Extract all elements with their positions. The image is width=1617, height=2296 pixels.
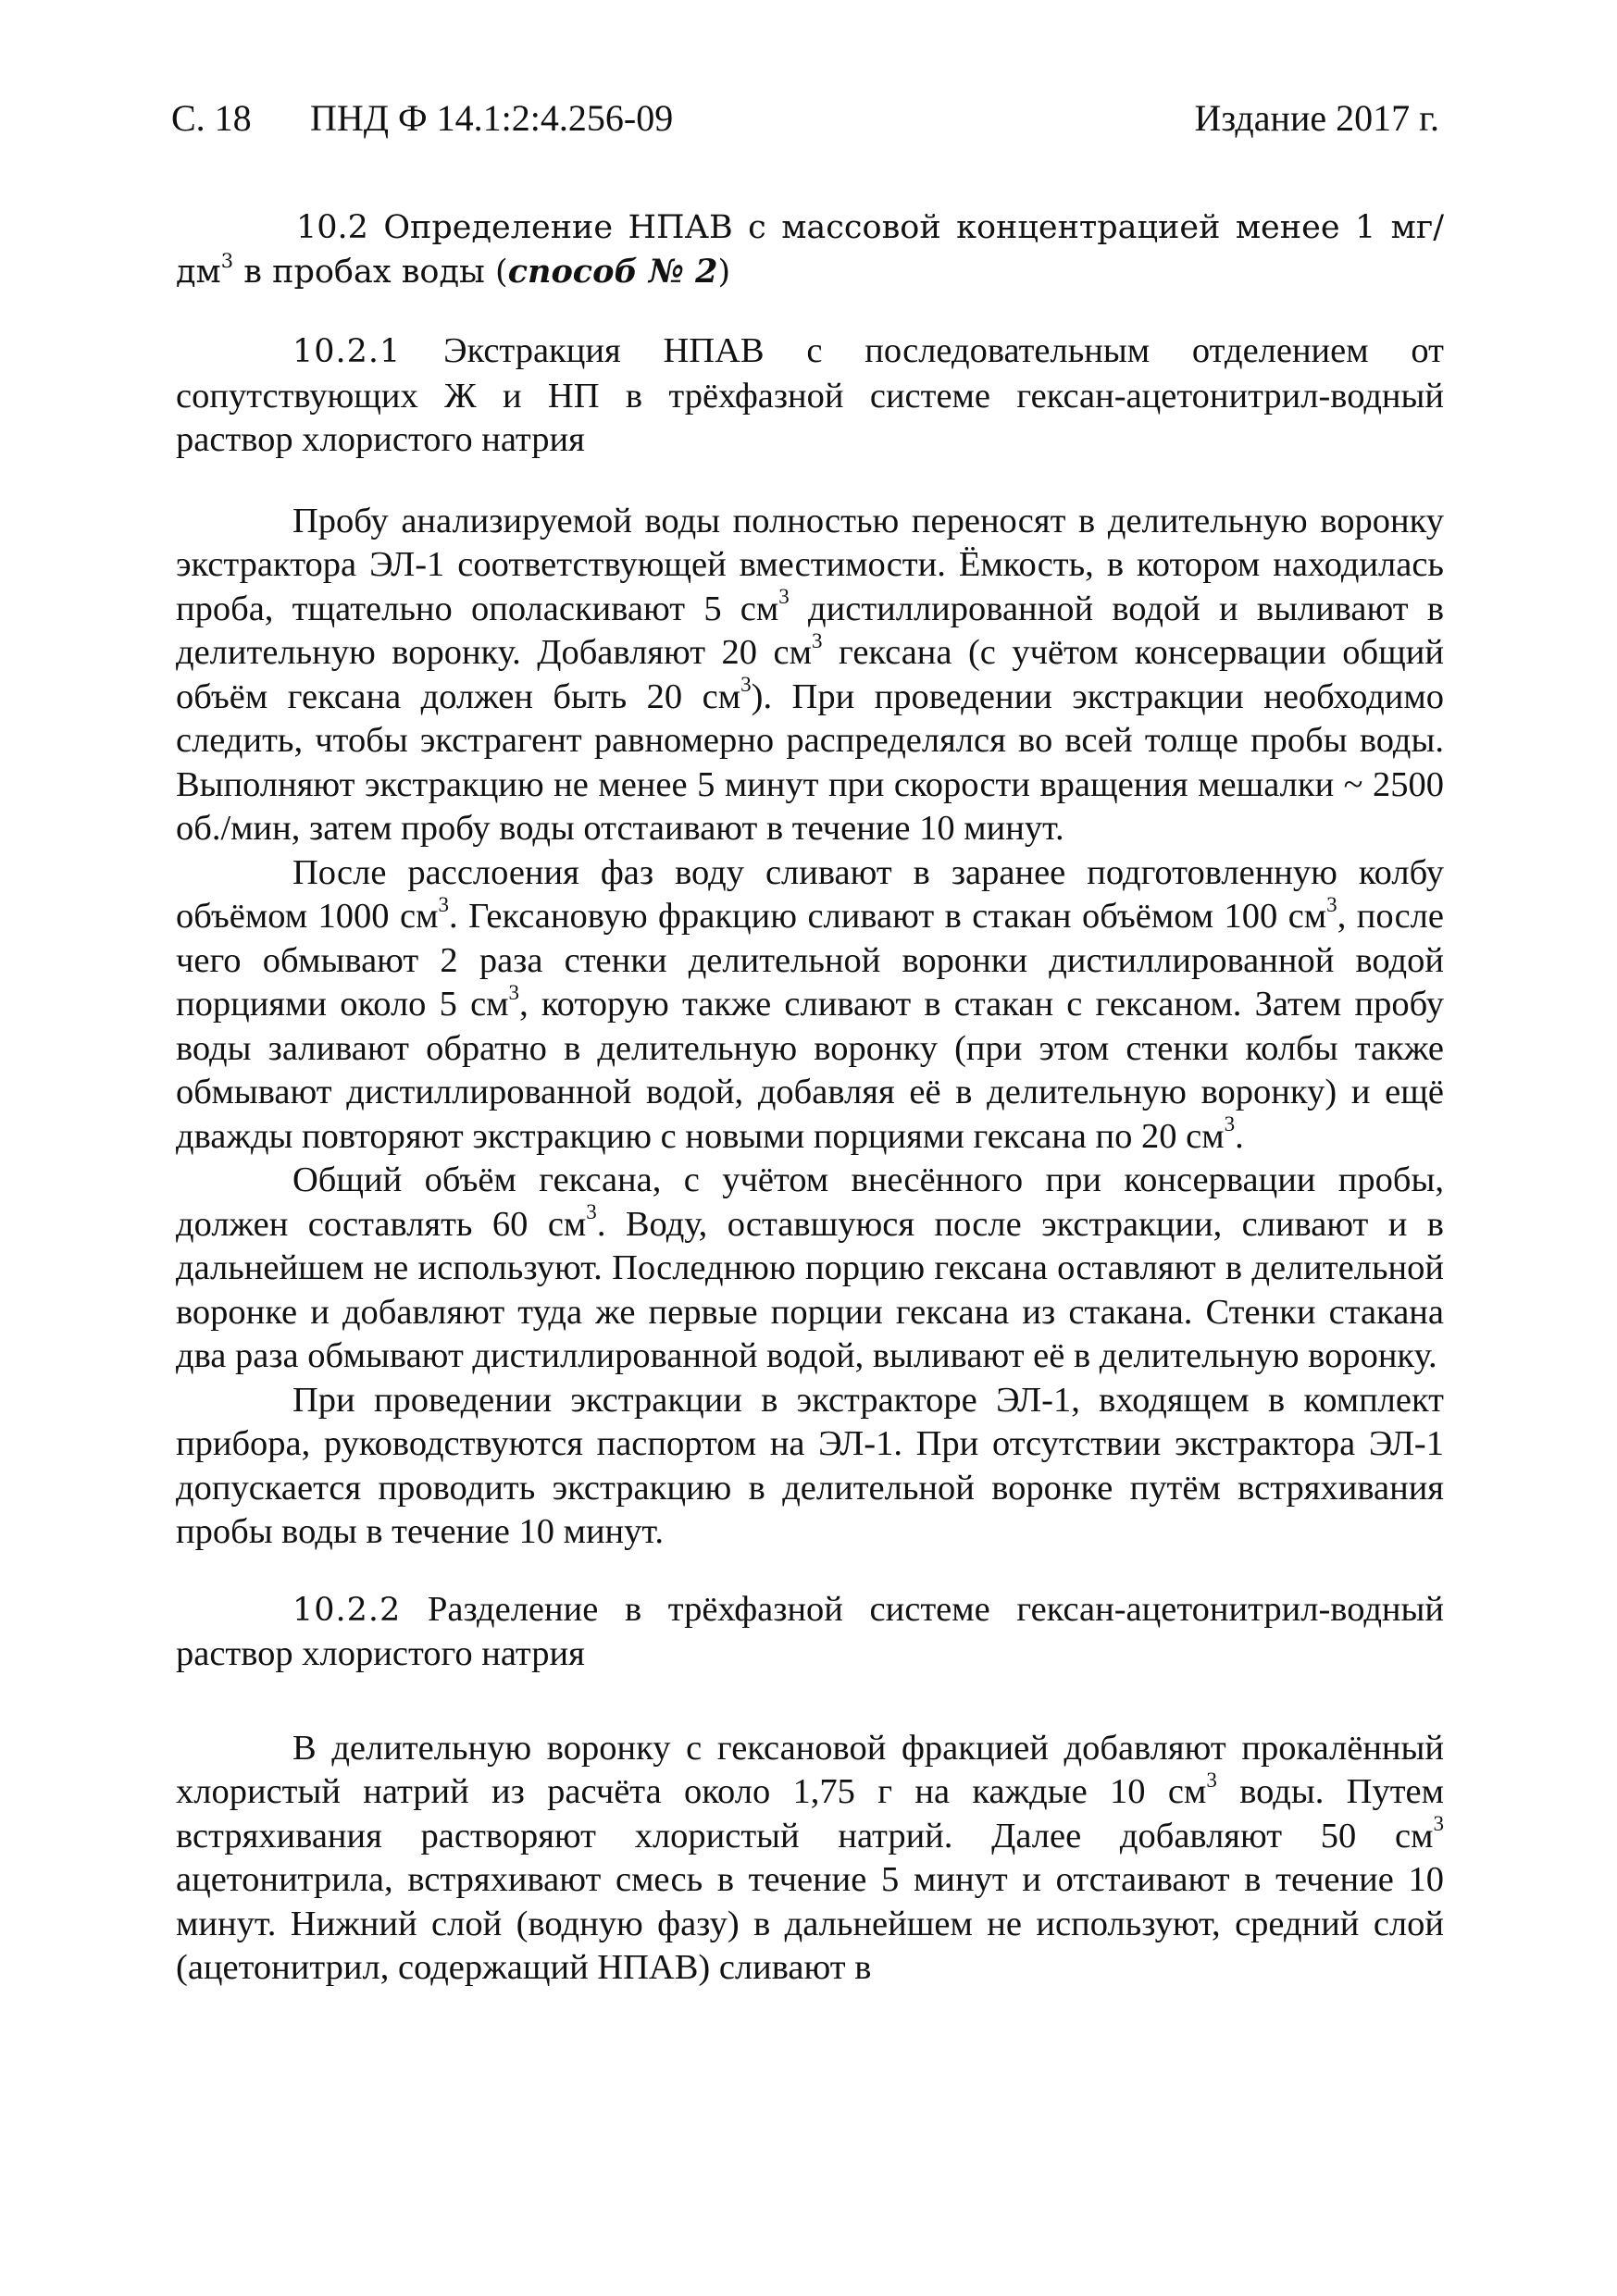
edition-label: Издание 2017 г. (1194, 97, 1439, 139)
section-heading-10-2-2: 10.2.2 Разделение в трёхфазной системе гексан-ацетонитрил-водный раствор хлористого натрия (176, 1589, 1445, 1673)
body-text (176, 205, 1444, 1991)
paragraph: Общий объём гексана, с учётом внесённого при консервации пробы, должен составлять 60 $см^3$. Воду, оставшуюся после экстракции, сливают и в дальнейшем не используют. Последнюю порцию гексана оставляют в делительной воронке и добавляют туда же первые порции гексана из стакана. Стенки стакана два раза обмывают дистиллированной водой, выливают её в делительную воронку. (176, 1160, 1444, 1375)
section-heading-10-2-1: 10.2.1 Экстракция НПАВ с последовательным отделением от сопутствующих Ж и НП в трёхфазной системе гексан-ацетонитрил-водный раствор хлористого натрия (176, 331, 1445, 459)
paragraph: После расслоения фаз воду сливают в заранее подготовленную колбу объёмом 1000 $см^3$. Гексановую фракцию сливают в стакан объёмом 100 $см^3$, после чего обмывают 2 раза стенки делительной воронки дистиллированной водой порциями около 5 $см^3$, которую также сливают в стакан с гексаном. Затем пробу воды заливают обратно в делительную воронку (при этом стенки колбы также обмывают дистиллированной водой, добавляя её в делительную воронку) и ещё дважды повторяют экстракцию с новыми порциями гексана по 20 $см^3$. (176, 852, 1444, 1156)
page-number: С. 18 (171, 97, 252, 139)
paragraph: В делительную воронку с гексановой фракцией добавляют прокалённый хлористый натрий из расчёта около 1,75 г на каждые 10 $см^3$ воды. Путем встряхивания растворяют хлористый натрий. Далее добавляют 50 $см^3$ ацетонитрила, встряхивают смесь в течение 5 минут и отстаивают в течение 10 минут. Нижний слой (водную фазу) в дальнейшем не используют, средний слой (ацетонитрил, содержащий НПАВ) сливают в (176, 1728, 1444, 1987)
paragraph: Пробу анализируемой воды полностью переносят в делительную воронку экстрактора ЭЛ-1 соответствующей вместимости. Ёмкость, в котором находилась проба, тщательно ополаскивают 5 $см^3$ дистиллированной водой и выливают в делительную воронку. Добавляют 20 $см^3$ гексана (с учётом консервации общий объём гексана должен быть 20 $см^3$). При проведении экстракции необходимо следить, чтобы экстрагент равномерно распределялся во всей толще пробы воды. Выполняют экстракцию не менее 5 минут при скорости вращения мешалки ~ 2500 об./мин, затем пробу воды отстаивают в течение 10 минут. (176, 501, 1445, 848)
paragraph: При проведении экстракции в экстракторе ЭЛ-1, входящем в комплект прибора, руководствуются паспортом на ЭЛ-1. При отсутствии экстрактора ЭЛ-1 допускается проводить экстракцию в делительной воронке путём встряхивания пробы воды в течение 10 минут. (176, 1380, 1444, 1551)
section-number: 10.2 (296, 209, 368, 246)
section-number: 10.2.1 (292, 333, 402, 370)
section-number: 10.2.2 (292, 1591, 402, 1629)
page-header (171, 91, 1439, 146)
document-code: ПНД Ф 14.1:2:4.256-09 (310, 97, 674, 139)
method-label: способ № 2 (507, 253, 718, 291)
section-heading-10-2: 10.2 Определение НПАВ с массовой концентрацией менее 1 $мг/дм^3$ в пробах воды (способ № 2) (176, 209, 1444, 291)
